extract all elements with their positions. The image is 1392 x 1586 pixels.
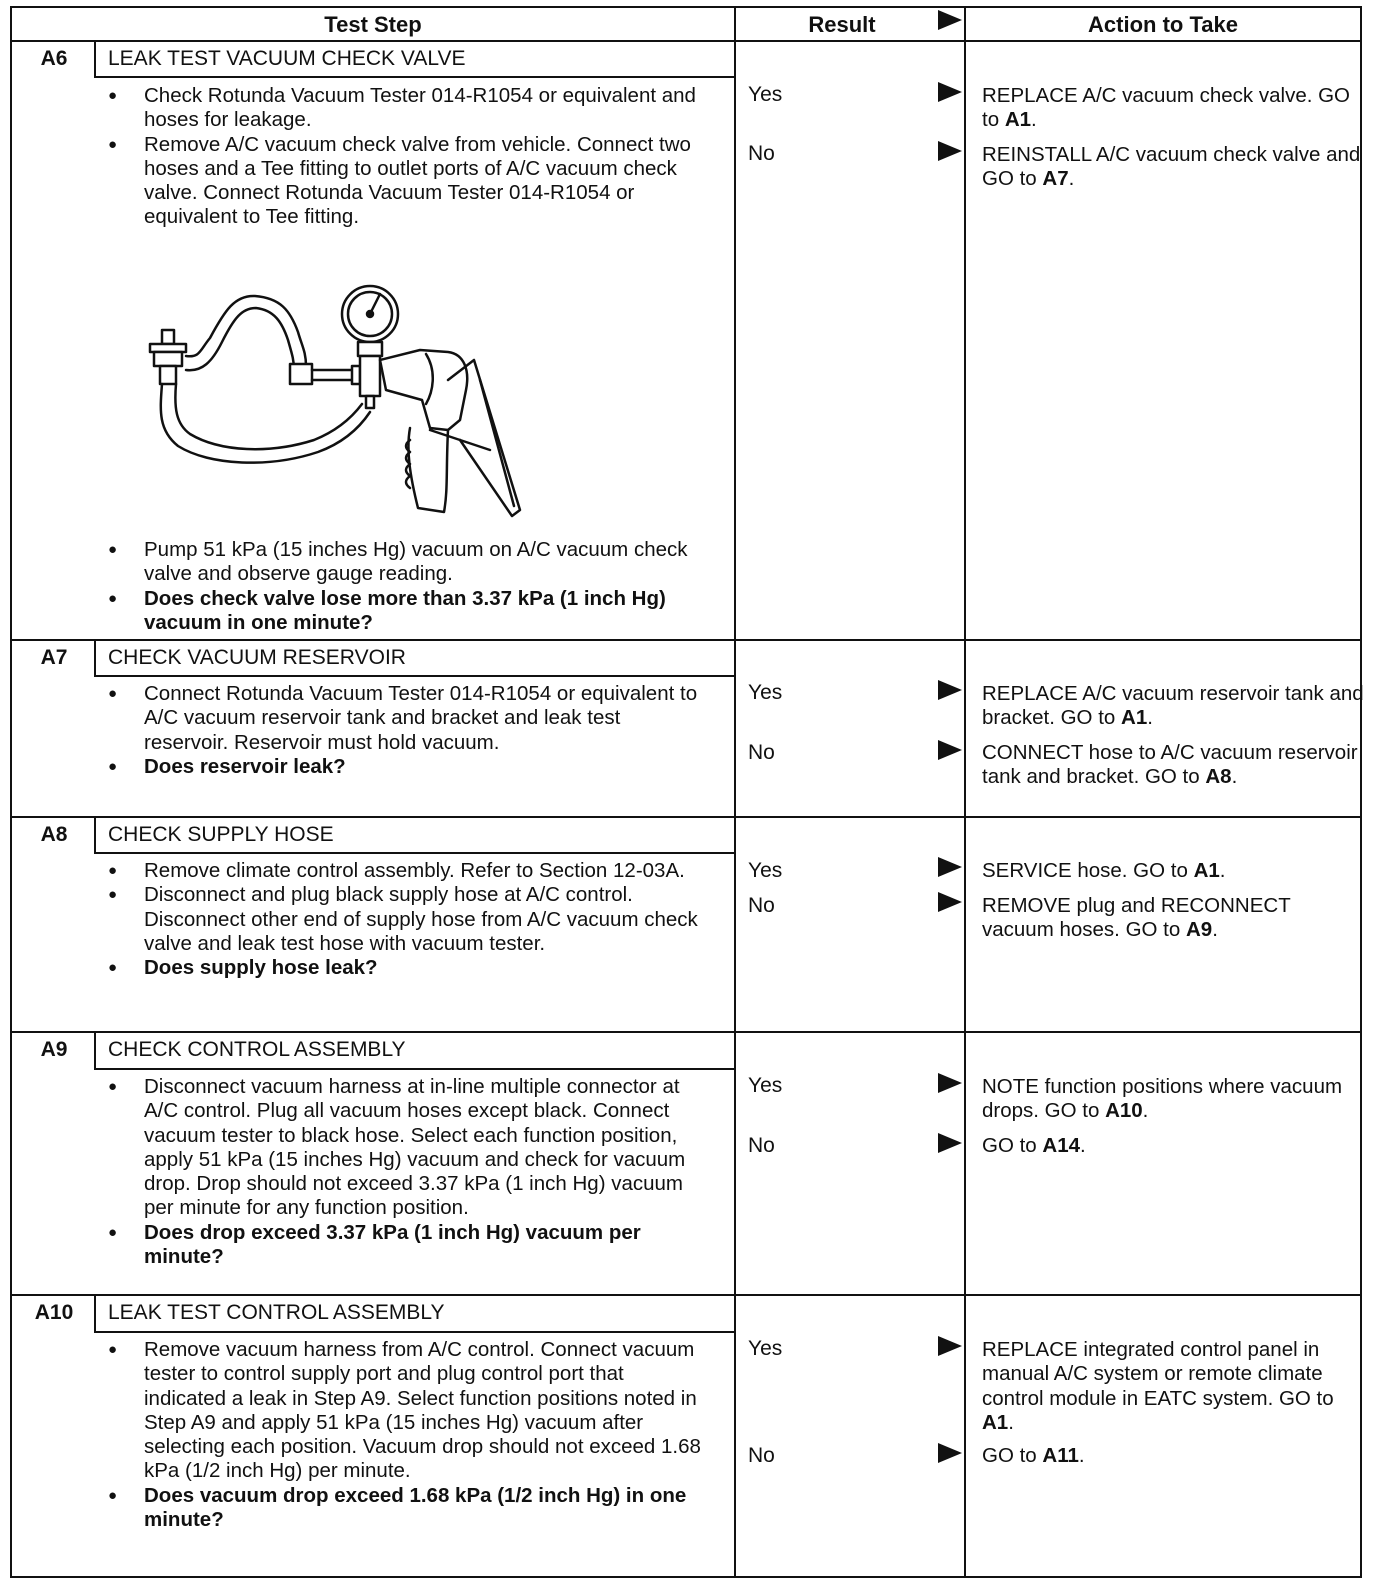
header-result: Result [808, 12, 876, 37]
step-ref: A8 [1205, 765, 1232, 789]
action-tail: . [1031, 108, 1037, 132]
table-bottom-border [10, 1576, 1362, 1578]
step-id: A10 [34, 1301, 74, 1324]
step-question: ● Does reservoir leak? [108, 755, 708, 779]
yes-action [982, 859, 1367, 883]
arrow-icon [938, 892, 962, 912]
header-test-step: Test Step [324, 12, 422, 37]
step-ref: A1 [1193, 859, 1220, 882]
row-divider [10, 1294, 1362, 1296]
action-text: SERVICE hose. GO to [982, 859, 1188, 882]
yes-action [982, 682, 1367, 731]
step-title-underline [94, 852, 736, 854]
row-divider [10, 816, 1362, 818]
yes-action [982, 1075, 1367, 1124]
step-ref: A7 [1042, 167, 1069, 191]
step-id-divider [94, 40, 96, 76]
action-text: GO to [982, 1134, 1037, 1157]
action-text: REPLACE integrated control panel in manual A/C system or remote climate control module in EATC system. GO to [982, 1338, 1334, 1410]
bullet-item: ● Remove vacuum harness from A/C control. Connect vacuum tester to control supply port and plug control port that indicated a leak in Step A9. Select function positions noted in Step A9 and apply 51 kPa (15 inches Hg) vacuum after selecting each position. Vacuum drop should not exceed 1.68 kPa (1/2 inch Hg) per minute. [108, 1338, 708, 1484]
arrow-icon [938, 680, 962, 700]
result-no: No [748, 1134, 775, 1157]
bullet-item: ● Remove climate control assembly. Refer to Section 12-03A. [108, 859, 708, 883]
step-ref: A1 [1121, 706, 1148, 730]
step-title: CHECK VACUUM RESERVOIR [108, 646, 406, 669]
header-action: Action to Take [1088, 12, 1238, 37]
arrow-icon [938, 857, 962, 877]
step-id-divider [94, 816, 96, 852]
action-text: GO to [982, 1444, 1037, 1467]
action-tail: . [1008, 1410, 1014, 1434]
action-tail: . [1212, 918, 1218, 942]
step-ref: A1 [1004, 108, 1032, 132]
result-yes: Yes [748, 83, 783, 106]
row-divider [10, 1031, 1362, 1033]
yes-action [982, 84, 1367, 133]
action-tail: . [1147, 706, 1153, 730]
step-ref: A9 [1185, 918, 1213, 942]
action-tail: . [1142, 1099, 1149, 1123]
action-text: REPLACE A/C vacuum reservoir tank and bracket. GO to [982, 682, 1364, 730]
result-yes: Yes [748, 859, 783, 882]
step-bullets [108, 682, 708, 779]
step-bullets [108, 1338, 708, 1532]
step-ref: A10 [1105, 1099, 1143, 1123]
step-title: LEAK TEST VACUUM CHECK VALVE [108, 47, 466, 70]
step-question: ● Does drop exceed 3.37 kPa (1 inch Hg) vacuum per minute? [108, 1221, 708, 1270]
result-yes: Yes [748, 681, 783, 704]
bullet-item: ● Remove A/C vacuum check valve from vehicle. Connect two hoses and a Tee fitting to outlet ports of A/C vacuum check valve. Connect Rotunda Vacuum Tester 014-R1054 or equivalent to Tee fitting. [108, 133, 708, 230]
step-ref: A14 [1042, 1134, 1080, 1157]
step-id: A6 [40, 47, 68, 70]
step-title: CHECK SUPPLY HOSE [108, 823, 334, 846]
bullet-item: ● Pump 51 kPa (15 inches Hg) vacuum on A/C vacuum check valve and observe gauge reading. [108, 538, 708, 587]
result-no: No [748, 142, 775, 165]
action-text: REPLACE A/C vacuum check valve. GO to [982, 84, 1350, 132]
bullet-item: ● Disconnect and plug black supply hose at A/C control. Disconnect other end of supply hose from A/C vacuum check valve and leak test hose with vacuum tester. [108, 883, 708, 956]
vacuum-tester-illustration [130, 280, 530, 525]
step-id-divider [94, 1294, 96, 1331]
result-yes: Yes [748, 1074, 783, 1097]
action-tail: . [1231, 765, 1238, 789]
no-action [982, 1134, 1367, 1158]
arrow-icon [938, 1133, 962, 1153]
row-divider [10, 639, 1362, 641]
arrow-icon [938, 1336, 962, 1356]
bullet-item: ● Disconnect vacuum harness at in-line multiple connector at A/C control. Plug all vacuum hoses except black. Connect vacuum tester to black hose. Select each function position, apply 51 kPa (15 inches Hg) vacuum and check for vacuum drop. Drop should not exceed 3.37 kPa (1 inch Hg) vacuum per minute for any function position. [108, 1075, 708, 1221]
step-title: CHECK CONTROL ASSEMBLY [108, 1038, 406, 1061]
step-bullets [108, 84, 708, 230]
action-text: CONNECT hose to A/C vacuum reservoir tank and bracket. GO to [982, 741, 1358, 789]
step-question: ● Does vacuum drop exceed 1.68 kPa (1/2 inch Hg) in one minute? [108, 1484, 708, 1533]
no-action [982, 741, 1367, 790]
bullet-item: ● Check Rotunda Vacuum Tester 014-R1054 or equivalent and hoses for leakage. [108, 84, 708, 133]
arrow-icon [938, 1073, 962, 1093]
no-action [982, 143, 1367, 192]
step-question: ● Does check valve lose more than 3.37 kPa (1 inch Hg) vacuum in one minute? [108, 587, 708, 636]
action-tail: . [1080, 1134, 1086, 1157]
step-title-underline [94, 76, 736, 78]
action-tail: . [1068, 167, 1075, 191]
result-no: No [748, 894, 775, 917]
no-action [982, 894, 1367, 943]
action-tail: . [1219, 859, 1226, 882]
header-arrow-icon [938, 10, 962, 30]
result-yes: Yes [748, 1337, 783, 1360]
table-left-border [10, 6, 12, 1578]
step-bullets [108, 859, 708, 980]
bullet-item: ● Connect Rotunda Vacuum Tester 014-R1054 or equivalent to A/C vacuum reservoir tank and bracket and leak test reservoir. Reservoir must hold vacuum. [108, 682, 708, 755]
action-text: REMOVE plug and RECONNECT vacuum hoses. GO to [982, 894, 1291, 942]
step-bullets [108, 538, 708, 635]
action-column-divider [964, 6, 966, 1578]
step-id: A7 [40, 646, 68, 669]
step-title-underline [94, 1331, 736, 1333]
step-id-divider [94, 1031, 96, 1068]
step-ref: A1 [982, 1410, 1009, 1434]
step-id-divider [94, 639, 96, 675]
step-question: ● Does supply hose leak? [108, 956, 708, 980]
step-ref: A11 [1042, 1444, 1079, 1467]
step-bullets [108, 1075, 708, 1269]
step-id: A8 [40, 823, 68, 846]
step-title-underline [94, 1068, 736, 1070]
arrow-icon [938, 1443, 962, 1463]
arrow-icon [938, 82, 962, 102]
step-title: LEAK TEST CONTROL ASSEMBLY [108, 1301, 445, 1324]
result-column-divider [734, 6, 736, 1578]
no-action [982, 1444, 1367, 1468]
result-no: No [748, 1444, 775, 1467]
action-text: NOTE function positions where vacuum drops. GO to [982, 1075, 1343, 1123]
result-no: No [748, 741, 775, 764]
step-title-underline [94, 675, 736, 677]
action-tail: . [1078, 1444, 1085, 1467]
step-id: A9 [40, 1038, 68, 1061]
arrow-icon [938, 141, 962, 161]
action-text: REINSTALL A/C vacuum check valve and GO to [982, 143, 1361, 191]
yes-action [982, 1338, 1367, 1435]
arrow-icon [938, 740, 962, 760]
